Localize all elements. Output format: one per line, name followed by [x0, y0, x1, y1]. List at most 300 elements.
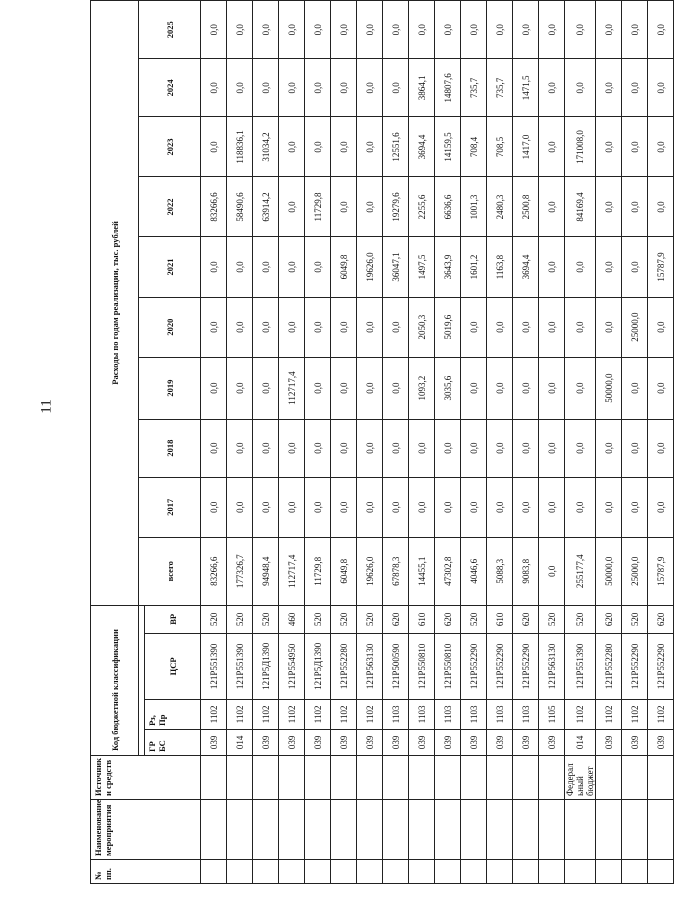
measure-name-cell	[435, 799, 461, 859]
year-value-cell: 0,0	[539, 177, 565, 237]
year-value-cell: 708,5	[487, 117, 513, 177]
total-cell: 67878,3	[383, 537, 409, 605]
total-cell: 177326,7	[227, 537, 253, 605]
grbs-cell: 039	[201, 729, 227, 755]
year-value-cell: 0,0	[253, 477, 279, 537]
total-cell: 9083,8	[513, 537, 539, 605]
measure-name-cell	[331, 799, 357, 859]
rzpr-cell: 1102	[331, 699, 357, 729]
year-value-cell: 0,0	[622, 477, 648, 537]
year-value-cell: 0,0	[648, 59, 674, 117]
csr-cell: 121P552280	[596, 633, 622, 699]
year-value-cell: 5019,6	[435, 297, 461, 357]
vr-cell: 620	[435, 605, 461, 633]
header-grbs: ГР БС	[145, 729, 201, 755]
year-value-cell: 0,0	[409, 419, 435, 477]
vr-cell: 620	[513, 605, 539, 633]
year-value-cell: 0,0	[539, 477, 565, 537]
year-value-cell: 0,0	[539, 117, 565, 177]
total-cell: 83266,6	[201, 537, 227, 605]
measure-name-cell	[305, 799, 331, 859]
number-cell	[648, 859, 674, 883]
number-cell	[331, 859, 357, 883]
budget-table	[90, 0, 674, 884]
year-value-cell: 0,0	[539, 297, 565, 357]
csr-cell: 121P5Д1390	[253, 633, 279, 699]
year-value-cell: 0,0	[279, 297, 305, 357]
year-value-cell: 83266,6	[201, 177, 227, 237]
year-value-cell: 50000,0	[596, 357, 622, 419]
year-value-cell: 0,0	[622, 237, 648, 297]
vr-cell: 520	[539, 605, 565, 633]
year-value-cell: 0,0	[357, 1, 383, 59]
funding-source-cell	[383, 755, 409, 799]
year-value-cell: 0,0	[227, 237, 253, 297]
year-value-cell: 0,0	[565, 357, 596, 419]
year-value-cell: 0,0	[331, 419, 357, 477]
year-value-cell: 19626,0	[357, 237, 383, 297]
year-value-cell: 0,0	[487, 297, 513, 357]
year-value-cell: 0,0	[513, 477, 539, 537]
header-measure-name: Наименование мероприятия	[91, 799, 201, 859]
year-value-cell: 0,0	[409, 477, 435, 537]
year-value-cell: 0,0	[357, 357, 383, 419]
year-value-cell: 0,0	[279, 1, 305, 59]
number-cell	[383, 859, 409, 883]
total-cell: 50000,0	[596, 537, 622, 605]
year-value-cell: 0,0	[383, 297, 409, 357]
number-cell	[461, 859, 487, 883]
table-row	[305, 1, 331, 884]
csr-cell: 121P551390	[565, 633, 596, 699]
header-total: всего	[139, 537, 201, 605]
rzpr-cell: 1102	[253, 699, 279, 729]
csr-cell: 121P552290	[622, 633, 648, 699]
grbs-cell: 039	[357, 729, 383, 755]
year-value-cell: 0,0	[648, 477, 674, 537]
year-value-cell: 0,0	[383, 419, 409, 477]
year-value-cell: 1417,0	[513, 117, 539, 177]
year-value-cell: 0,0	[648, 419, 674, 477]
vr-cell: 520	[565, 605, 596, 633]
rzpr-cell: 1103	[487, 699, 513, 729]
measure-name-cell	[409, 799, 435, 859]
measure-name-cell	[648, 799, 674, 859]
csr-cell: 121P551390	[227, 633, 253, 699]
number-cell	[409, 859, 435, 883]
header-expenses-by-year: Расходы по годам реализации, тыс. рублей	[91, 1, 139, 606]
vr-cell: 520	[227, 605, 253, 633]
year-value-cell: 0,0	[331, 477, 357, 537]
total-cell: 255177,4	[565, 537, 596, 605]
grbs-cell: 039	[648, 729, 674, 755]
vr-cell: 460	[279, 605, 305, 633]
funding-source-cell	[409, 755, 435, 799]
csr-cell: 121P554950	[279, 633, 305, 699]
number-cell	[435, 859, 461, 883]
funding-source-cell	[461, 755, 487, 799]
year-value-cell: 0,0	[622, 1, 648, 59]
grbs-cell: 039	[596, 729, 622, 755]
year-value-cell: 0,0	[305, 237, 331, 297]
year-value-cell: 0,0	[539, 59, 565, 117]
year-value-cell: 0,0	[539, 1, 565, 59]
total-cell: 11729,8	[305, 537, 331, 605]
year-value-cell: 0,0	[279, 177, 305, 237]
rzpr-cell: 1102	[201, 699, 227, 729]
year-value-cell: 171008,0	[565, 117, 596, 177]
year-value-cell: 0,0	[279, 477, 305, 537]
year-value-cell: 0,0	[253, 59, 279, 117]
year-value-cell: 11729,8	[305, 177, 331, 237]
year-value-cell: 0,0	[279, 419, 305, 477]
year-value-cell: 0,0	[305, 357, 331, 419]
rzpr-cell: 1103	[513, 699, 539, 729]
year-value-cell: 1001,3	[461, 177, 487, 237]
table-row	[539, 1, 565, 884]
year-value-cell: 0,0	[305, 477, 331, 537]
table-row	[253, 1, 279, 884]
table-row	[596, 1, 622, 884]
header-year-2018: 2018	[139, 419, 201, 477]
grbs-cell: 039	[279, 729, 305, 755]
csr-cell: 121P552290	[648, 633, 674, 699]
funding-source-cell	[305, 755, 331, 799]
measure-name-cell	[383, 799, 409, 859]
funding-source-cell	[487, 755, 513, 799]
year-value-cell: 0,0	[513, 297, 539, 357]
grbs-cell: 039	[622, 729, 648, 755]
year-value-cell: 0,0	[253, 419, 279, 477]
year-value-cell: 0,0	[331, 297, 357, 357]
year-value-cell: 0,0	[253, 237, 279, 297]
rzpr-cell: 1102	[622, 699, 648, 729]
table-row	[461, 1, 487, 884]
year-value-cell: 3643,9	[435, 237, 461, 297]
year-value-cell: 0,0	[461, 477, 487, 537]
rzpr-cell: 1102	[648, 699, 674, 729]
measure-name-cell	[253, 799, 279, 859]
vr-cell: 520	[357, 605, 383, 633]
header-budget-classification: Код бюджетной классификации	[91, 605, 139, 755]
csr-cell: 121P552290	[461, 633, 487, 699]
table-row	[357, 1, 383, 884]
funding-source-cell	[596, 755, 622, 799]
rzpr-cell: 1102	[565, 699, 596, 729]
year-value-cell: 0,0	[596, 419, 622, 477]
year-value-cell: 0,0	[513, 419, 539, 477]
total-cell: 112717,4	[279, 537, 305, 605]
year-value-cell: 0,0	[305, 59, 331, 117]
year-value-cell: 0,0	[648, 297, 674, 357]
year-value-cell: 3864,1	[409, 59, 435, 117]
funding-source-cell	[539, 755, 565, 799]
year-value-cell: 708,4	[461, 117, 487, 177]
total-cell: 19626,0	[357, 537, 383, 605]
year-value-cell: 0,0	[622, 59, 648, 117]
funding-source-cell	[331, 755, 357, 799]
table-row	[565, 1, 596, 884]
rzpr-cell: 1105	[539, 699, 565, 729]
vr-cell: 610	[409, 605, 435, 633]
year-value-cell: 0,0	[279, 59, 305, 117]
year-value-cell: 0,0	[331, 117, 357, 177]
table-row	[279, 1, 305, 884]
header-year-2020: 2020	[139, 297, 201, 357]
year-value-cell: 0,0	[201, 59, 227, 117]
year-value-cell: 0,0	[201, 419, 227, 477]
funding-source-cell	[435, 755, 461, 799]
year-value-cell: 0,0	[227, 1, 253, 59]
year-value-cell: 0,0	[648, 357, 674, 419]
table-body	[201, 1, 674, 884]
year-value-cell: 0,0	[648, 177, 674, 237]
number-cell	[596, 859, 622, 883]
year-value-cell: 0,0	[253, 297, 279, 357]
year-value-cell: 2050,3	[409, 297, 435, 357]
year-value-cell: 0,0	[596, 117, 622, 177]
vr-cell: 620	[596, 605, 622, 633]
table-row	[227, 1, 253, 884]
header-vr: ВР	[145, 605, 201, 633]
csr-cell: 121P500590	[383, 633, 409, 699]
year-value-cell: 0,0	[622, 117, 648, 177]
year-value-cell: 0,0	[227, 297, 253, 357]
year-value-cell: 0,0	[539, 419, 565, 477]
grbs-cell: 039	[435, 729, 461, 755]
total-cell: 94948,4	[253, 537, 279, 605]
year-value-cell: 1497,5	[409, 237, 435, 297]
csr-cell: 121P563130	[539, 633, 565, 699]
year-value-cell: 36047,1	[383, 237, 409, 297]
number-cell	[305, 859, 331, 883]
year-value-cell: 0,0	[435, 477, 461, 537]
grbs-cell: 014	[565, 729, 596, 755]
measure-name-cell	[539, 799, 565, 859]
csr-cell: 121P552280	[331, 633, 357, 699]
measure-name-cell	[227, 799, 253, 859]
header-year-2017: 2017	[139, 477, 201, 537]
measure-name-cell	[565, 799, 596, 859]
number-cell	[279, 859, 305, 883]
year-value-cell: 0,0	[305, 297, 331, 357]
vr-cell: 520	[305, 605, 331, 633]
header-number: № пп.	[91, 859, 201, 883]
rzpr-cell: 1102	[305, 699, 331, 729]
year-value-cell: 3694,4	[409, 117, 435, 177]
year-value-cell: 0,0	[565, 237, 596, 297]
table-row	[383, 1, 409, 884]
rzpr-cell: 1102	[357, 699, 383, 729]
vr-cell: 620	[648, 605, 674, 633]
year-value-cell: 0,0	[596, 59, 622, 117]
measure-name-cell	[201, 799, 227, 859]
csr-cell: 121P563130	[357, 633, 383, 699]
funding-source-cell	[357, 755, 383, 799]
measure-name-cell	[622, 799, 648, 859]
year-value-cell: 0,0	[383, 59, 409, 117]
rzpr-cell: 1103	[435, 699, 461, 729]
year-value-cell: 0,0	[565, 297, 596, 357]
header-year-2023: 2023	[139, 117, 201, 177]
year-value-cell: 0,0	[461, 1, 487, 59]
year-value-cell: 31034,2	[253, 117, 279, 177]
header-year-2021: 2021	[139, 237, 201, 297]
vr-cell: 520	[331, 605, 357, 633]
year-value-cell: 0,0	[409, 1, 435, 59]
year-value-cell: 0,0	[357, 59, 383, 117]
grbs-cell: 039	[539, 729, 565, 755]
year-value-cell: 2500,8	[513, 177, 539, 237]
year-value-cell: 0,0	[357, 177, 383, 237]
year-value-cell: 0,0	[227, 419, 253, 477]
year-value-cell: 0,0	[305, 1, 331, 59]
year-value-cell: 0,0	[435, 1, 461, 59]
rzpr-cell: 1102	[596, 699, 622, 729]
year-value-cell: 0,0	[383, 357, 409, 419]
year-value-cell: 1601,2	[461, 237, 487, 297]
table-row	[201, 1, 227, 884]
total-cell: 14455,1	[409, 537, 435, 605]
funding-source-cell	[201, 755, 227, 799]
year-value-cell: 0,0	[357, 297, 383, 357]
header-year-2025: 2025	[139, 1, 201, 59]
year-value-cell: 3035,6	[435, 357, 461, 419]
year-value-cell: 0,0	[279, 237, 305, 297]
year-value-cell: 58490,6	[227, 177, 253, 237]
year-value-cell: 0,0	[487, 477, 513, 537]
vr-cell: 520	[461, 605, 487, 633]
year-value-cell: 0,0	[305, 117, 331, 177]
year-value-cell: 0,0	[539, 237, 565, 297]
rzpr-cell: 1103	[383, 699, 409, 729]
year-value-cell: 0,0	[622, 419, 648, 477]
measure-name-cell	[596, 799, 622, 859]
header-rzpr: Рз, Пр	[145, 699, 201, 729]
year-value-cell: 6049,8	[331, 237, 357, 297]
year-value-cell: 84169,4	[565, 177, 596, 237]
year-value-cell: 0,0	[357, 477, 383, 537]
number-cell	[487, 859, 513, 883]
grbs-cell: 039	[513, 729, 539, 755]
year-value-cell: 2255,6	[409, 177, 435, 237]
funding-source-cell	[279, 755, 305, 799]
total-cell: 0,0	[539, 537, 565, 605]
csr-cell: 121P5Д1390	[305, 633, 331, 699]
year-value-cell: 0,0	[227, 477, 253, 537]
year-value-cell: 112717,4	[279, 357, 305, 419]
number-cell	[253, 859, 279, 883]
csr-cell: 121P551390	[201, 633, 227, 699]
year-value-cell: 0,0	[201, 297, 227, 357]
table-row	[513, 1, 539, 884]
csr-cell: 121P550810	[409, 633, 435, 699]
year-value-cell: 3694,4	[513, 237, 539, 297]
year-value-cell: 0,0	[622, 357, 648, 419]
year-value-cell: 0,0	[201, 237, 227, 297]
measure-name-cell	[461, 799, 487, 859]
grbs-cell: 039	[305, 729, 331, 755]
total-cell: 15787,9	[648, 537, 674, 605]
grbs-cell: 039	[461, 729, 487, 755]
year-value-cell: 0,0	[331, 59, 357, 117]
year-value-cell: 0,0	[201, 117, 227, 177]
number-cell	[622, 859, 648, 883]
year-value-cell: 735,7	[461, 59, 487, 117]
funding-source-cell	[253, 755, 279, 799]
funding-source-cell	[513, 755, 539, 799]
page-number: 11	[38, 399, 55, 414]
year-value-cell: 0,0	[648, 1, 674, 59]
year-value-cell: 1471,5	[513, 59, 539, 117]
year-value-cell: 0,0	[279, 117, 305, 177]
year-value-cell: 0,0	[596, 297, 622, 357]
year-value-cell: 0,0	[201, 1, 227, 59]
year-value-cell: 0,0	[383, 477, 409, 537]
year-value-cell: 0,0	[331, 357, 357, 419]
grbs-cell: 039	[487, 729, 513, 755]
year-value-cell: 1093,2	[409, 357, 435, 419]
year-value-cell: 25000,0	[622, 297, 648, 357]
header-year-2024: 2024	[139, 59, 201, 117]
grbs-cell: 039	[409, 729, 435, 755]
header-csr: ЦСР	[145, 633, 201, 699]
measure-name-cell	[279, 799, 305, 859]
table-row	[331, 1, 357, 884]
table-row	[409, 1, 435, 884]
year-value-cell: 0,0	[487, 357, 513, 419]
grbs-cell: 039	[253, 729, 279, 755]
csr-cell: 121P550810	[435, 633, 461, 699]
year-value-cell: 2480,3	[487, 177, 513, 237]
year-value-cell: 0,0	[565, 59, 596, 117]
vr-cell: 520	[253, 605, 279, 633]
number-cell	[513, 859, 539, 883]
grbs-cell: 039	[383, 729, 409, 755]
year-value-cell: 0,0	[227, 357, 253, 419]
measure-name-cell	[513, 799, 539, 859]
rzpr-cell: 1102	[227, 699, 253, 729]
year-value-cell: 0,0	[596, 177, 622, 237]
year-value-cell: 0,0	[201, 477, 227, 537]
funding-source-cell	[622, 755, 648, 799]
year-value-cell: 0,0	[565, 477, 596, 537]
header-year-2019: 2019	[139, 357, 201, 419]
header-funding-source: Источник и средств	[91, 755, 201, 799]
table-row	[648, 1, 674, 884]
year-value-cell: 0,0	[331, 177, 357, 237]
year-value-cell: 14159,5	[435, 117, 461, 177]
header-year-2022: 2022	[139, 177, 201, 237]
year-value-cell: 12551,6	[383, 117, 409, 177]
year-value-cell: 0,0	[201, 357, 227, 419]
number-cell	[565, 859, 596, 883]
vr-cell: 620	[383, 605, 409, 633]
number-cell	[227, 859, 253, 883]
year-value-cell: 0,0	[357, 419, 383, 477]
year-value-cell: 0,0	[622, 177, 648, 237]
csr-cell: 121P552290	[513, 633, 539, 699]
year-value-cell: 735,7	[487, 59, 513, 117]
year-value-cell: 0,0	[461, 357, 487, 419]
year-value-cell: 0,0	[648, 117, 674, 177]
table-row	[622, 1, 648, 884]
year-value-cell: 0,0	[253, 357, 279, 419]
table-row	[435, 1, 461, 884]
year-value-cell: 0,0	[253, 1, 279, 59]
vr-cell: 520	[201, 605, 227, 633]
rzpr-cell: 1102	[279, 699, 305, 729]
